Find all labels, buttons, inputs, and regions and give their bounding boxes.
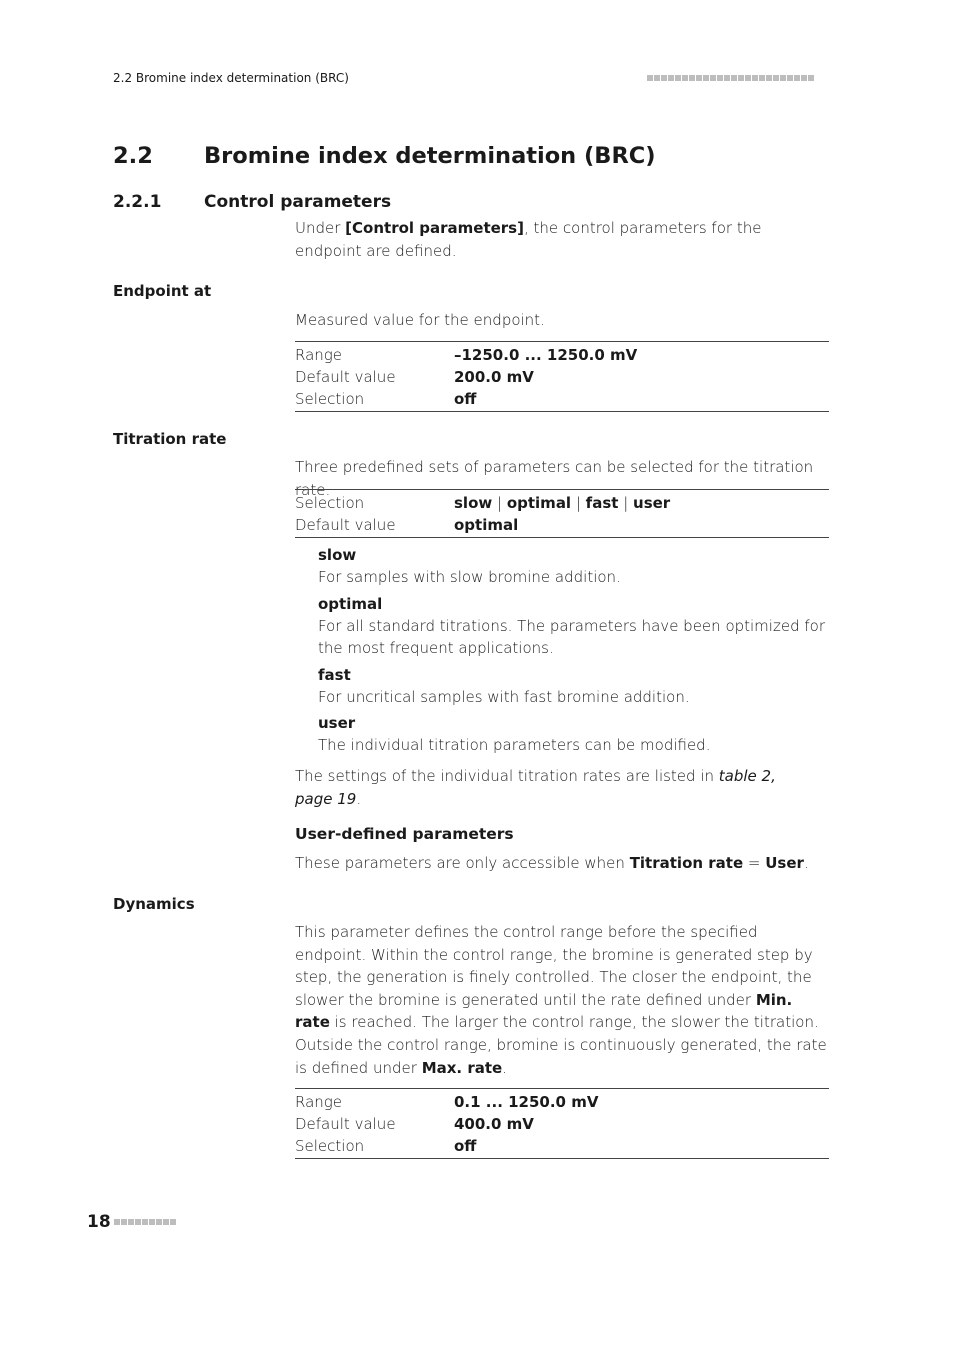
option-name: fast	[318, 665, 351, 684]
header-decoration-dots	[647, 75, 814, 81]
dynamics-table-wrap	[295, 1088, 829, 1159]
option-name: slow	[318, 546, 357, 564]
titration-rate-note: The settings of the individual titration rates are listed in table 2, page 19.	[295, 767, 776, 808]
param-key: Default value	[295, 368, 396, 386]
param-key: Default value	[295, 1115, 396, 1133]
table-row	[295, 1089, 829, 1114]
endpoint-table	[295, 341, 829, 412]
titration-rate-description: Three predefined sets of parameters can be selected for the titration rate.	[295, 458, 814, 499]
table-row	[295, 342, 829, 367]
subsection-title: Control parameters	[204, 192, 392, 212]
param-key: Range	[295, 346, 343, 364]
option-name: optimal	[318, 594, 383, 613]
footer-decoration-dots	[114, 1219, 176, 1225]
param-key: Default value	[295, 516, 396, 534]
option-description: The individual titration parameters can be modified.	[318, 736, 711, 755]
param-value: off	[454, 1137, 477, 1155]
param-key: Selection	[295, 390, 365, 408]
titration-rate-label: Titration rate	[113, 430, 227, 448]
endpoint-table-wrap	[295, 341, 829, 412]
option-description: For samples with slow bromine addition.	[318, 568, 621, 586]
dynamics-label: Dynamics	[113, 895, 195, 913]
param-value: slow | optimal | fast | user	[454, 494, 671, 512]
running-header: 2.2 Bromine index determination (BRC)	[113, 71, 349, 85]
param-value: 0.1 ... 1250.0 mV	[454, 1093, 599, 1111]
titration-rate-table	[295, 489, 829, 538]
table-row	[295, 514, 829, 538]
param-value: optimal	[454, 516, 519, 534]
table-row	[295, 1113, 829, 1135]
table-row	[295, 1135, 829, 1159]
param-value: –1250.0 ... 1250.0 mV	[454, 346, 638, 364]
subsection-number: 2.2.1	[113, 192, 162, 212]
section-number: 2.2	[113, 143, 153, 169]
user-defined-heading: User-defined parameters	[295, 825, 514, 843]
section-title: Bromine index determination (BRC)	[204, 143, 656, 169]
titration-rate-table-wrap	[295, 489, 829, 538]
user-defined-paragraph: These parameters are only accessible when Titration rate = User.	[295, 854, 809, 872]
titration-options	[318, 544, 829, 761]
param-value: 400.0 mV	[454, 1115, 534, 1133]
param-key: Range	[295, 1093, 343, 1111]
dynamics-table	[295, 1088, 829, 1159]
param-key: Selection	[295, 494, 365, 512]
param-value: 200.0 mV	[454, 368, 534, 386]
option-description: For uncritical samples with fast bromine addition.	[318, 687, 690, 706]
page-number: 18	[87, 1212, 111, 1232]
table-row	[295, 490, 829, 515]
intro-paragraph: Under [Control parameters], the control parameters for the endpoint are defined.	[295, 219, 762, 260]
option-name: user	[318, 714, 356, 733]
table-row	[295, 388, 829, 412]
endpoint-description: Measured value for the endpoint.	[295, 311, 545, 329]
dynamics-paragraph: This parameter defines the control range before the specified endpoint. Within the control range, the bromine is generated step by step, the generation is finely controlled. The closer the endpoint, the slower the bromine is generated until the rate defined under Min. rate is reached. The larger the control range, the slower the titration. Outside the control range, bromine is continuously generated, the rate is defined under Max. rate.	[295, 923, 827, 1077]
param-value: off	[454, 390, 477, 408]
option-description: For all standard titrations. The parameters have been optimized for the most frequent applications.	[318, 616, 825, 658]
endpoint-label: Endpoint at	[113, 282, 212, 300]
param-key: Selection	[295, 1137, 365, 1155]
table-row	[295, 366, 829, 388]
table-reference-link[interactable]: table 2, page 19	[295, 767, 776, 808]
